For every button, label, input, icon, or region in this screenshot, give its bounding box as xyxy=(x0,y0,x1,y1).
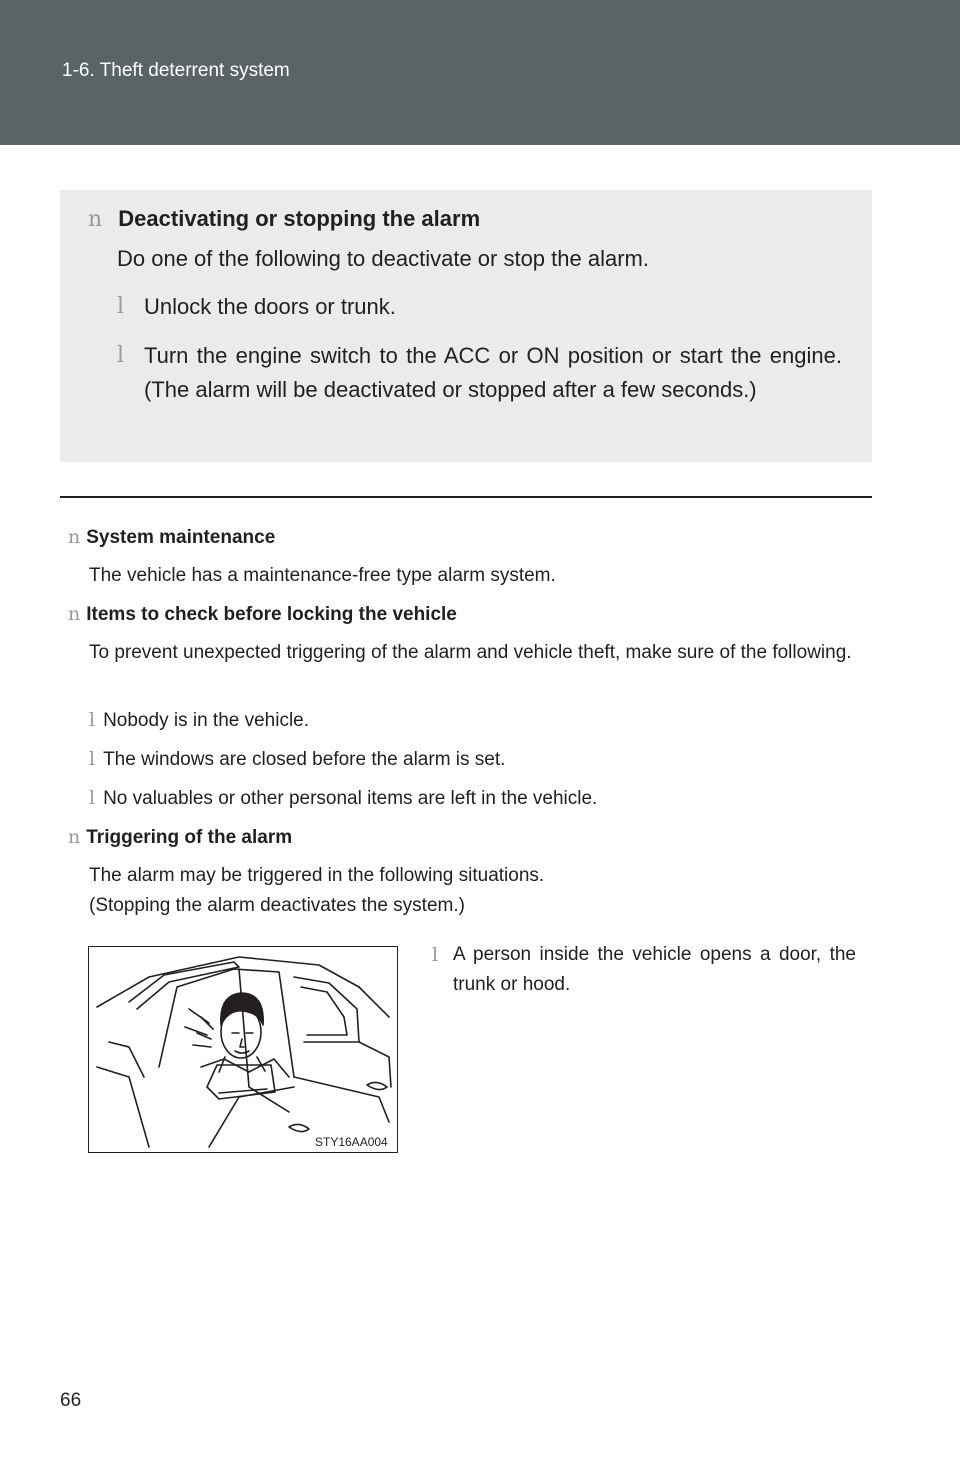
illustration xyxy=(88,946,398,1153)
bullet-marker: l xyxy=(89,787,96,809)
section-marker: n xyxy=(68,603,81,625)
bullet-marker: l xyxy=(432,944,439,966)
box-bullet-text: Unlock the doors or trunk. xyxy=(144,294,396,319)
illustration-code: STY16AA004 xyxy=(315,1135,388,1149)
section-heading xyxy=(68,603,457,626)
section-body-line: (Stopping the alarm deactivates the system.) xyxy=(89,895,465,916)
section-heading xyxy=(68,526,275,549)
list-item-text: Nobody is in the vehicle. xyxy=(103,710,310,731)
box-bullet xyxy=(117,290,842,324)
section-heading-text: Items to check before locking the vehicle xyxy=(86,604,457,625)
section-body: To prevent unexpected triggering of the alarm and vehicle theft, make sure of the following. xyxy=(89,642,852,663)
divider xyxy=(60,496,872,498)
list-item-text: The windows are closed before the alarm is set. xyxy=(103,749,506,770)
bullet-marker: l xyxy=(89,709,96,731)
box-bullet xyxy=(117,339,842,407)
bullet-marker: l xyxy=(117,343,125,368)
box-bullet-text: Turn the engine switch to the ACC or ON position or start the engine. (The alarm will be deactivated or stopped after a few seconds.) xyxy=(144,343,842,402)
illustration-caption-text: A person inside the vehicle opens a door, the trunk or hood. xyxy=(453,944,856,995)
list-item xyxy=(89,787,597,810)
page-header xyxy=(0,0,960,145)
section-body-line: The alarm may be triggered in the following situations. xyxy=(89,865,545,886)
section-marker: n xyxy=(68,826,81,848)
section-title: 1-6. Theft deterrent system xyxy=(62,60,290,81)
car-alarm-illustration xyxy=(89,947,397,1152)
section-heading xyxy=(68,826,292,849)
section-body: The vehicle has a maintenance-free type alarm system. xyxy=(89,565,556,586)
section-heading-text: System maintenance xyxy=(86,527,276,548)
list-item-text: No valuables or other personal items are left in the vehicle. xyxy=(103,788,598,809)
list-item xyxy=(89,709,309,732)
list-item xyxy=(89,748,505,771)
bullet-marker: l xyxy=(89,748,96,770)
bullet-marker: l xyxy=(117,294,125,319)
box-intro: Do one of the following to deactivate or stop the alarm. xyxy=(117,246,649,271)
section-marker: n xyxy=(88,207,103,232)
page-number: 66 xyxy=(60,1390,82,1411)
box-heading-text: Deactivating or stopping the alarm xyxy=(118,206,481,231)
box-heading xyxy=(88,206,480,232)
illustration-caption xyxy=(432,940,856,1000)
section-marker: n xyxy=(68,526,81,548)
section-heading-text: Triggering of the alarm xyxy=(86,827,293,848)
